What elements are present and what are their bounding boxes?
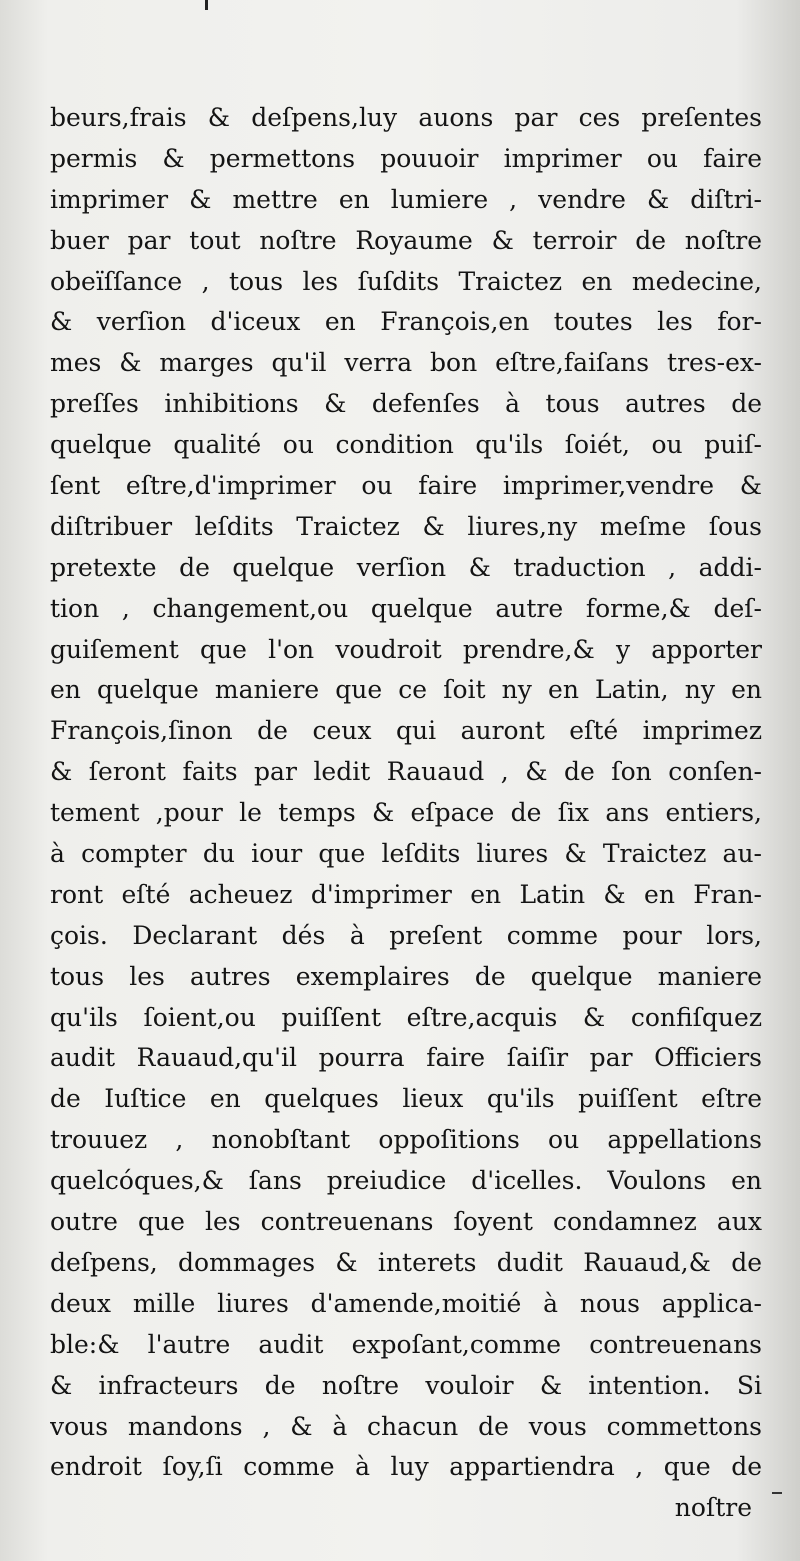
- text-line: en quelque maniere que ce ſoit ny en Latin, ny en: [50, 675, 762, 705]
- text-line: & infracteurs de noſtre vouloir & intention. Si: [50, 1370, 762, 1400]
- text-line: trouuez , nonobſtant oppoſitions ou appellations: [50, 1125, 762, 1155]
- text-line: quelque qualité ou condition qu'ils ſoiét, ou puiſ-: [50, 430, 762, 460]
- text-line: imprimer & mettre en lumiere , vendre & diſtri-: [50, 184, 762, 214]
- text-line: pretexte de quelque verſion & traduction , addi-: [50, 552, 762, 582]
- text-line: vous mandons , & à chacun de vous commettons: [50, 1411, 762, 1441]
- catchword: noſtre: [674, 1493, 752, 1522]
- text-line: mes & marges qu'il verra bon eſtre,faiſans tres-ex-: [50, 348, 762, 378]
- text-line: deſpens, dommages & interets dudit Rauaud,& de: [50, 1247, 762, 1277]
- text-line: tement ,pour le temps & eſpace de ſix ans entiers,: [50, 798, 762, 828]
- text-line: obeïſſance , tous les ſuſdits Traictez en medecine,: [50, 266, 762, 296]
- text-line: outre que les contreuenans ſoyent condamnez aux: [50, 1207, 762, 1237]
- text-line: beurs,frais & deſpens,luy auons par ces preſentes: [50, 103, 762, 132]
- text-line: guiſement que l'on voudroit prendre,& y apporter: [50, 634, 762, 664]
- text-line: ble:& l'autre audit expoſant,comme contreuenans: [50, 1329, 762, 1359]
- text-line: ront eſté acheuez d'imprimer en Latin & en Fran-: [50, 879, 762, 909]
- catchword-dash: [772, 1492, 782, 1494]
- text-line: tous les autres exemplaires de quelque maniere: [50, 961, 762, 991]
- text-line: tion , changement,ou quelque autre forme,& deſ-: [50, 593, 762, 623]
- text-line: çois. Declarant dés à preſent comme pour lors,: [50, 920, 762, 950]
- text-line: ſent eſtre,d'imprimer ou faire imprimer,vendre &: [50, 471, 762, 501]
- text-line: audit Rauaud,qu'il pourra faire ſaiſir par Officiers: [50, 1043, 762, 1073]
- text-line: qu'ils ſoient,ou puiſſent eſtre,acquis & confiſquez: [50, 1002, 762, 1032]
- text-line: diſtribuer leſdits Traictez & liures,ny meſme ſous: [50, 511, 762, 541]
- text-line: permis & permettons pouuoir imprimer ou faire: [50, 143, 762, 173]
- text-line: François,ſinon de ceux qui auront eſté imprimez: [50, 716, 762, 746]
- text-line: quelcóques,& ſans preiudice d'icelles. Voulons en: [50, 1166, 762, 1196]
- print-mark: [205, 0, 208, 10]
- text-line: buer par tout noſtre Royaume & terroir de noſtre: [50, 225, 762, 255]
- text-line: de Iuſtice en quelques lieux qu'ils puiſſent eſtre: [50, 1084, 762, 1114]
- text-line: & verſion d'iceux en François,en toutes les for-: [50, 307, 762, 337]
- text-line: endroit ſoy,ſi comme à luy appartiendra , que de: [50, 1452, 762, 1482]
- text-line: & ſeront faits par ledit Rauaud , & de ſon conſen-: [50, 757, 762, 787]
- text-line: preſſes inhibitions & defenſes à tous autres de: [50, 389, 762, 419]
- body-text: [50, 98, 762, 1488]
- text-line: deux mille liures d'amende,moitié à nous applica-: [50, 1288, 762, 1318]
- text-line: à compter du iour que leſdits liures & Traictez au-: [50, 839, 762, 869]
